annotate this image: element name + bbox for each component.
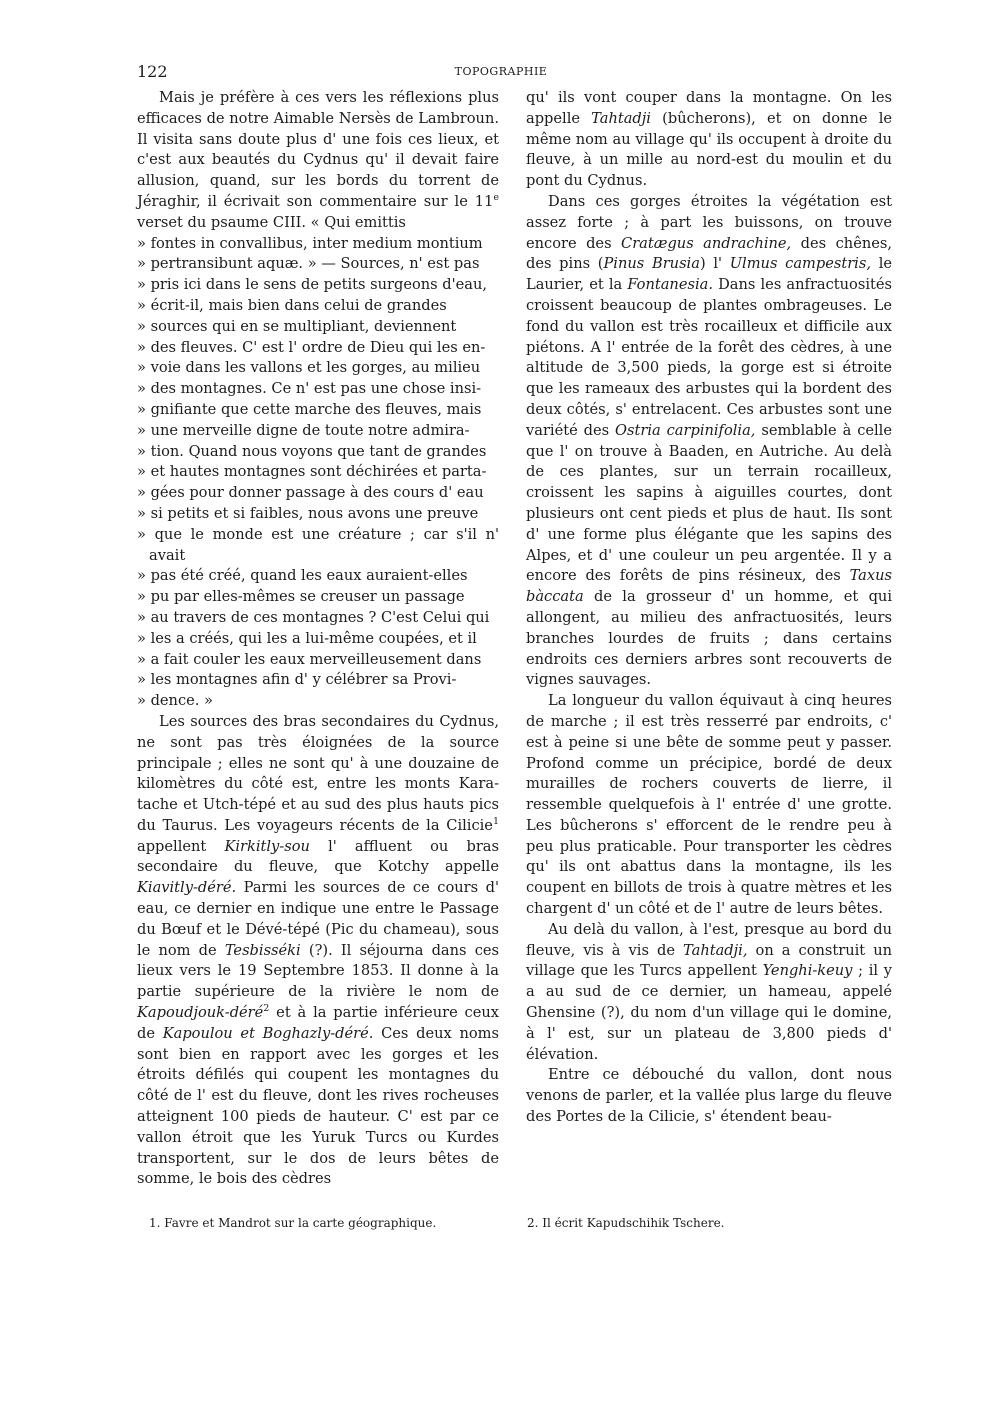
text-run: l' affluent ou bras secondaire du fleuve, que Kotchy appelle (137, 837, 499, 876)
footnotes (137, 1216, 897, 1238)
page-header (137, 62, 865, 86)
place-name: Kiavitly-déré. (137, 879, 237, 897)
paragraph (137, 88, 499, 234)
page-number: 122 (137, 62, 168, 81)
quote-line: » gnifiante que cette marche des fleuves, mais (137, 400, 499, 421)
paragraph: Entre ce débouché du vallon, dont nous venons de parler, et la vallée plus large du fleuve des Portes de la Cilicie, s' étendent beau- (526, 1066, 892, 1126)
text-run: on a construit un village que les Turcs appellent (526, 941, 893, 980)
superscript: e (493, 192, 499, 204)
quote-line: » tion. Quand nous voyons que tant de grandes (137, 442, 499, 463)
species-name: Cratægus andrachine, (621, 234, 792, 252)
species-name: Pinus Brusia (603, 255, 700, 273)
quote-line: » des montagnes. Ce n' est pas une chose insi- (137, 379, 499, 400)
text-run: qu' ils vont couper dans la montagne. On les appelle (526, 89, 892, 127)
text-run: (bûcherons), et on donne le même nom au village qu' ils occupent à droite du fleuve, à un mille au nord-est du moulin et du pont du Cydnus. (526, 109, 893, 190)
quote-line: » pris ici dans le sens de petits surgeons d'eau, (137, 275, 499, 296)
place-name: Kapoulou et Boghazly-déré. (162, 1024, 374, 1042)
quote-line: » pas été créé, quand les eaux auraient-elles (137, 566, 499, 587)
quote-line: » a fait couler les eaux merveilleusement dans (137, 650, 499, 671)
quote-line: » si petits et si faibles, nous avons une preuve (137, 504, 499, 525)
text-run: (?). Il séjourna dans ces lieux vers le 19 Septembre 1853. Il donne à la partie supérieure de la rivière le nom de (137, 941, 499, 1001)
text-run: ) l' (699, 255, 730, 273)
running-title: TOPOGRAPHIE (454, 65, 548, 78)
text-run: le Laurier, et la (526, 255, 893, 294)
species-name: Ostria carpinifolia, (615, 421, 756, 439)
text-run: Dans ces gorges étroites la végétation est assez forte ; à part les buissons, on trouve encore des (526, 192, 892, 252)
right-column (526, 88, 892, 1128)
species-name: Taxus bàccata (526, 567, 892, 606)
footnote-ref-2: 2 (263, 1003, 270, 1015)
text-run: semblable à celle que l' on trouve à Baaden, en Autriche. Au delà de ces plantes, sur un terrain rocailleux, croissent les sapins à aiguilles courtes, dont plusieurs ont cent pieds et plus de haut. Ils sont d' une forme plus élégante que les sapins des Alpes, et d' une couleur un peu argentée. Il y a encore des forêts de pins résineux, des (526, 421, 892, 585)
footnote-1: 1. Favre et Mandrot sur la carte géographique. (149, 1216, 437, 1230)
text-run: verset du psaume CIII. « Qui emittis (137, 213, 406, 231)
place-name: Tesbisséki (224, 941, 301, 959)
species-name: Ulmus campestris, (729, 255, 871, 273)
footnote-ref-1: 1 (492, 816, 499, 828)
quote-line: » dence. » (137, 691, 499, 712)
quote-line: » sources qui en se multipliant, deviennent (137, 317, 499, 338)
quote-line: » fontes in convallibus, inter medium montium (137, 234, 499, 255)
paragraph (137, 712, 499, 1190)
quotation-block (137, 234, 499, 712)
text-run: ; il y a au sud de ce dernier, un hameau, appelé Ghensine (?), du nom d'un village qui le domine, à l' est, sur un plateau de 3,800 pieds d' élévation. (526, 962, 892, 1063)
text-run: Au delà du vallon, à l'est, presque au bord du fleuve, vis à vis de (526, 920, 892, 959)
text-run: et à la partie inférieure ceux de (137, 1004, 499, 1042)
text-run: des chênes, des pins ( (526, 234, 892, 273)
place-name: Kirkitly-sou (224, 837, 310, 855)
quote-line: » écrit-il, mais bien dans celui de grandes (137, 296, 499, 317)
place-name: Yenghi-keuy (762, 962, 853, 980)
quote-line: » au travers de ces montagnes ? C'est Celui qui (137, 608, 499, 629)
paragraph (526, 920, 892, 1066)
quote-line: » pertransibunt aquæ. » — Sources, n' est pas (137, 254, 499, 275)
text-run: appellent (137, 837, 225, 855)
place-name: Kapoudjouk-déré (137, 1004, 264, 1022)
text-run: Dans les anfractuosités croissent beaucoup de plantes ombrageuses. Le fond du vallon est très rocailleux et difficile aux piétons. A l' entrée de la forêt des cèdres, à une altitude de 3,500 pieds, la gorge est si étroite que les rameaux des arbustes qui la bordent des deux côtés, s' entrelacent. Ces arbustes sont une variété des (526, 276, 892, 439)
quote-line: » et hautes montagnes sont déchirées et parta- (137, 462, 499, 483)
text-run: Les sources des bras secondaires du Cydnus, ne sont pas très éloignées de la source principale ; elles ne sont qu' à une douzaine de kilomètres du côté est, entre les monts Kara-tache et Utch-tépé et au sud des plus hauts pics du Taurus. Les voyageurs récents de la Cilicie (137, 712, 499, 834)
quote-line: » que le monde est une créature ; car s'il n' avait (137, 525, 499, 567)
paragraph (526, 192, 892, 691)
quote-line: » voie dans les vallons et les gorges, au milieu (137, 358, 499, 379)
quote-line: » les montagnes afin d' y célébrer sa Provi- (137, 670, 499, 691)
footnote-2: 2. Il écrit Kapudschihik Tschere. (527, 1216, 725, 1230)
quote-line: » une merveille digne de toute notre admira- (137, 421, 499, 442)
text-run: de la grosseur d' un homme, et qui allongent, au milieu des anfractuosités, leurs branches lourdes de fruits ; dans certains endroits ces derniers arbres sont recouverts de vignes sauvages. (526, 588, 892, 689)
left-column (137, 88, 499, 1190)
text-run: Ces deux noms sont bien en rapport avec les gorges et les étroits défilés qui coupent les montagnes du côté de l' est du fleuve, dont les rives rocheuses atteignent 100 pieds de hauteur. C' est par ce vallon étroit que les Yuruk Turcs ou Kurdes transportent, sur le dos de leurs bêtes de somme, le bois des cèdres (137, 1024, 499, 1188)
quote-line: » des fleuves. C' est l' ordre de Dieu qui les en- (137, 338, 499, 359)
quote-line: » gées pour donner passage à des cours d' eau (137, 483, 499, 504)
quote-line: » les a créés, qui les a lui-même coupées, et il (137, 629, 499, 650)
text-run: Mais je préfère à ces vers les réflexions plus efficaces de notre Aimable Nersès de Lambroun. Il visita sans doute plus d' une fois ces lieux, et c'est aux beautés du Cydnus qu' il devait faire allusion, quand, sur les bords du torrent de Jéraghir, il écrivait son commentaire sur le 11 (137, 89, 499, 210)
place-name: Tahtadji, (683, 941, 748, 959)
paragraph (526, 88, 892, 192)
text-run: Parmi les sources de ce cours d' eau, ce dernier en indique une entre le Passage du Bœuf et le Dévé-tépé (Pic du chameau), sous le nom de (137, 879, 499, 959)
quote-line: » pu par elles-mêmes se creuser un passage (137, 587, 499, 608)
place-name: Tahtadji (591, 109, 651, 127)
species-name: Fontanesia. (627, 276, 713, 294)
paragraph: La longueur du vallon équivaut à cinq heures de marche ; il est très resserré par endroits, c' est à peine si une bête de somme peut y passer. Profond comme un précipice, bordé de deux murailles de rochers couverts de lierre, il ressemble quelquefois à l' entrée d' une grotte. Les bûcherons s' efforcent de le rendre peu à peu plus praticable. Pour transporter les cèdres qu' ils ont abattus dans la montagne, ils les coupent en billots de trois à quatre mètres et les chargent d' un côté et de l' autre de leurs bêtes. (526, 692, 892, 918)
